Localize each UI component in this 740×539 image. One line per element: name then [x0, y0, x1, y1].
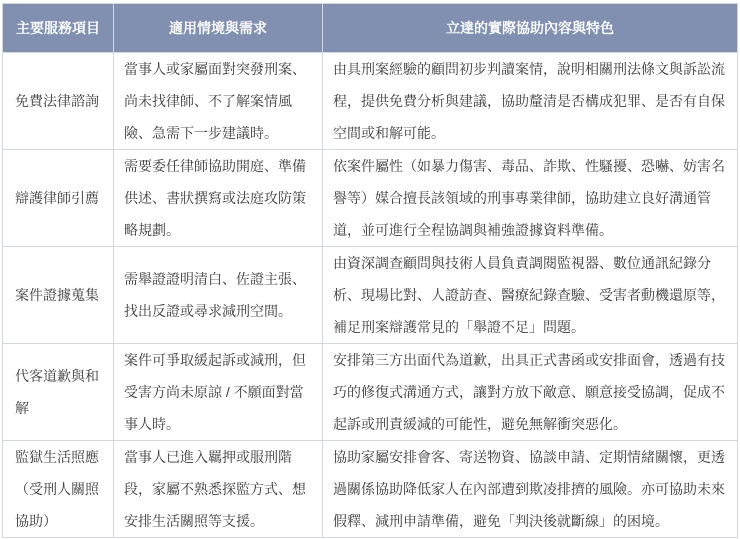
assistance-cell: 由資深調查顧問與技術人員負責調閱監視器、數位通訊紀錄分析、現場比對、人證訪查、醫療紀錄查驗、受害者動機還原等，補足刑案辯護常見的「舉證不足」問題。 — [323, 247, 738, 344]
header-assistance: 立達的實際協助內容與特色 — [323, 4, 738, 53]
header-scenario: 適用情境與需求 — [114, 4, 323, 53]
table-row — [3, 247, 738, 344]
header-service: 主要服務項目 — [3, 4, 114, 53]
services-table — [2, 3, 738, 538]
scenario-cell: 需要委任律師協助開庭、準備供述、書狀撰寫或法庭攻防策略規劃。 — [114, 150, 323, 247]
service-cell: 免費法律諮詢 — [3, 53, 114, 150]
table-row — [3, 344, 738, 441]
assistance-cell: 由具刑案經驗的顧問初步判讀案情，說明相關刑法條文與訴訟流程，提供免費分析與建議，協助釐清是否構成犯罪、是否有自保空間或和解可能。 — [323, 53, 738, 150]
assistance-cell: 安排第三方出面代為道歉，出具正式書函或安排面會，透過有技巧的修復式溝通方式，讓對方放下敵意、願意接受協調，促成不起訴或刑責緩減的可能性，避免無解衝突惡化。 — [323, 344, 738, 441]
service-cell: 案件證據蒐集 — [3, 247, 114, 344]
assistance-cell: 依案件屬性（如暴力傷害、毒品、詐欺、性騷擾、恐嚇、妨害名譽等）媒合擅長該領域的刑事專業律師，協助建立良好溝通管道，並可進行全程協調與補強證據資料準備。 — [323, 150, 738, 247]
scenario-cell: 需舉證證明清白、佐證主張、找出反證或尋求減刑空間。 — [114, 247, 323, 344]
service-cell: 監獄生活照應（受刑人關照協助） — [3, 441, 114, 538]
service-cell: 辯護律師引薦 — [3, 150, 114, 247]
scenario-cell: 案件可爭取緩起訴或減刑，但受害方尚未原諒 / 不願面對當事人時。 — [114, 344, 323, 441]
scenario-cell: 當事人已進入羈押或服刑階段，家屬不熟悉探監方式、想安排生活關照等支援。 — [114, 441, 323, 538]
table-row — [3, 53, 738, 150]
table-row — [3, 150, 738, 247]
assistance-cell: 協助家屬安排會客、寄送物資、協談申請、定期情緒關懷，更透過關係協助降低家人在內部遭到欺凌排擠的風險。亦可協助未來假釋、減刑申請準備，避免「判決後就斷線」的困境。 — [323, 441, 738, 538]
table-row — [3, 441, 738, 538]
service-cell: 代客道歉與和解 — [3, 344, 114, 441]
header-row — [3, 4, 738, 53]
scenario-cell: 當事人或家屬面對突發刑案、尚未找律師、不了解案情風險、急需下一步建議時。 — [114, 53, 323, 150]
